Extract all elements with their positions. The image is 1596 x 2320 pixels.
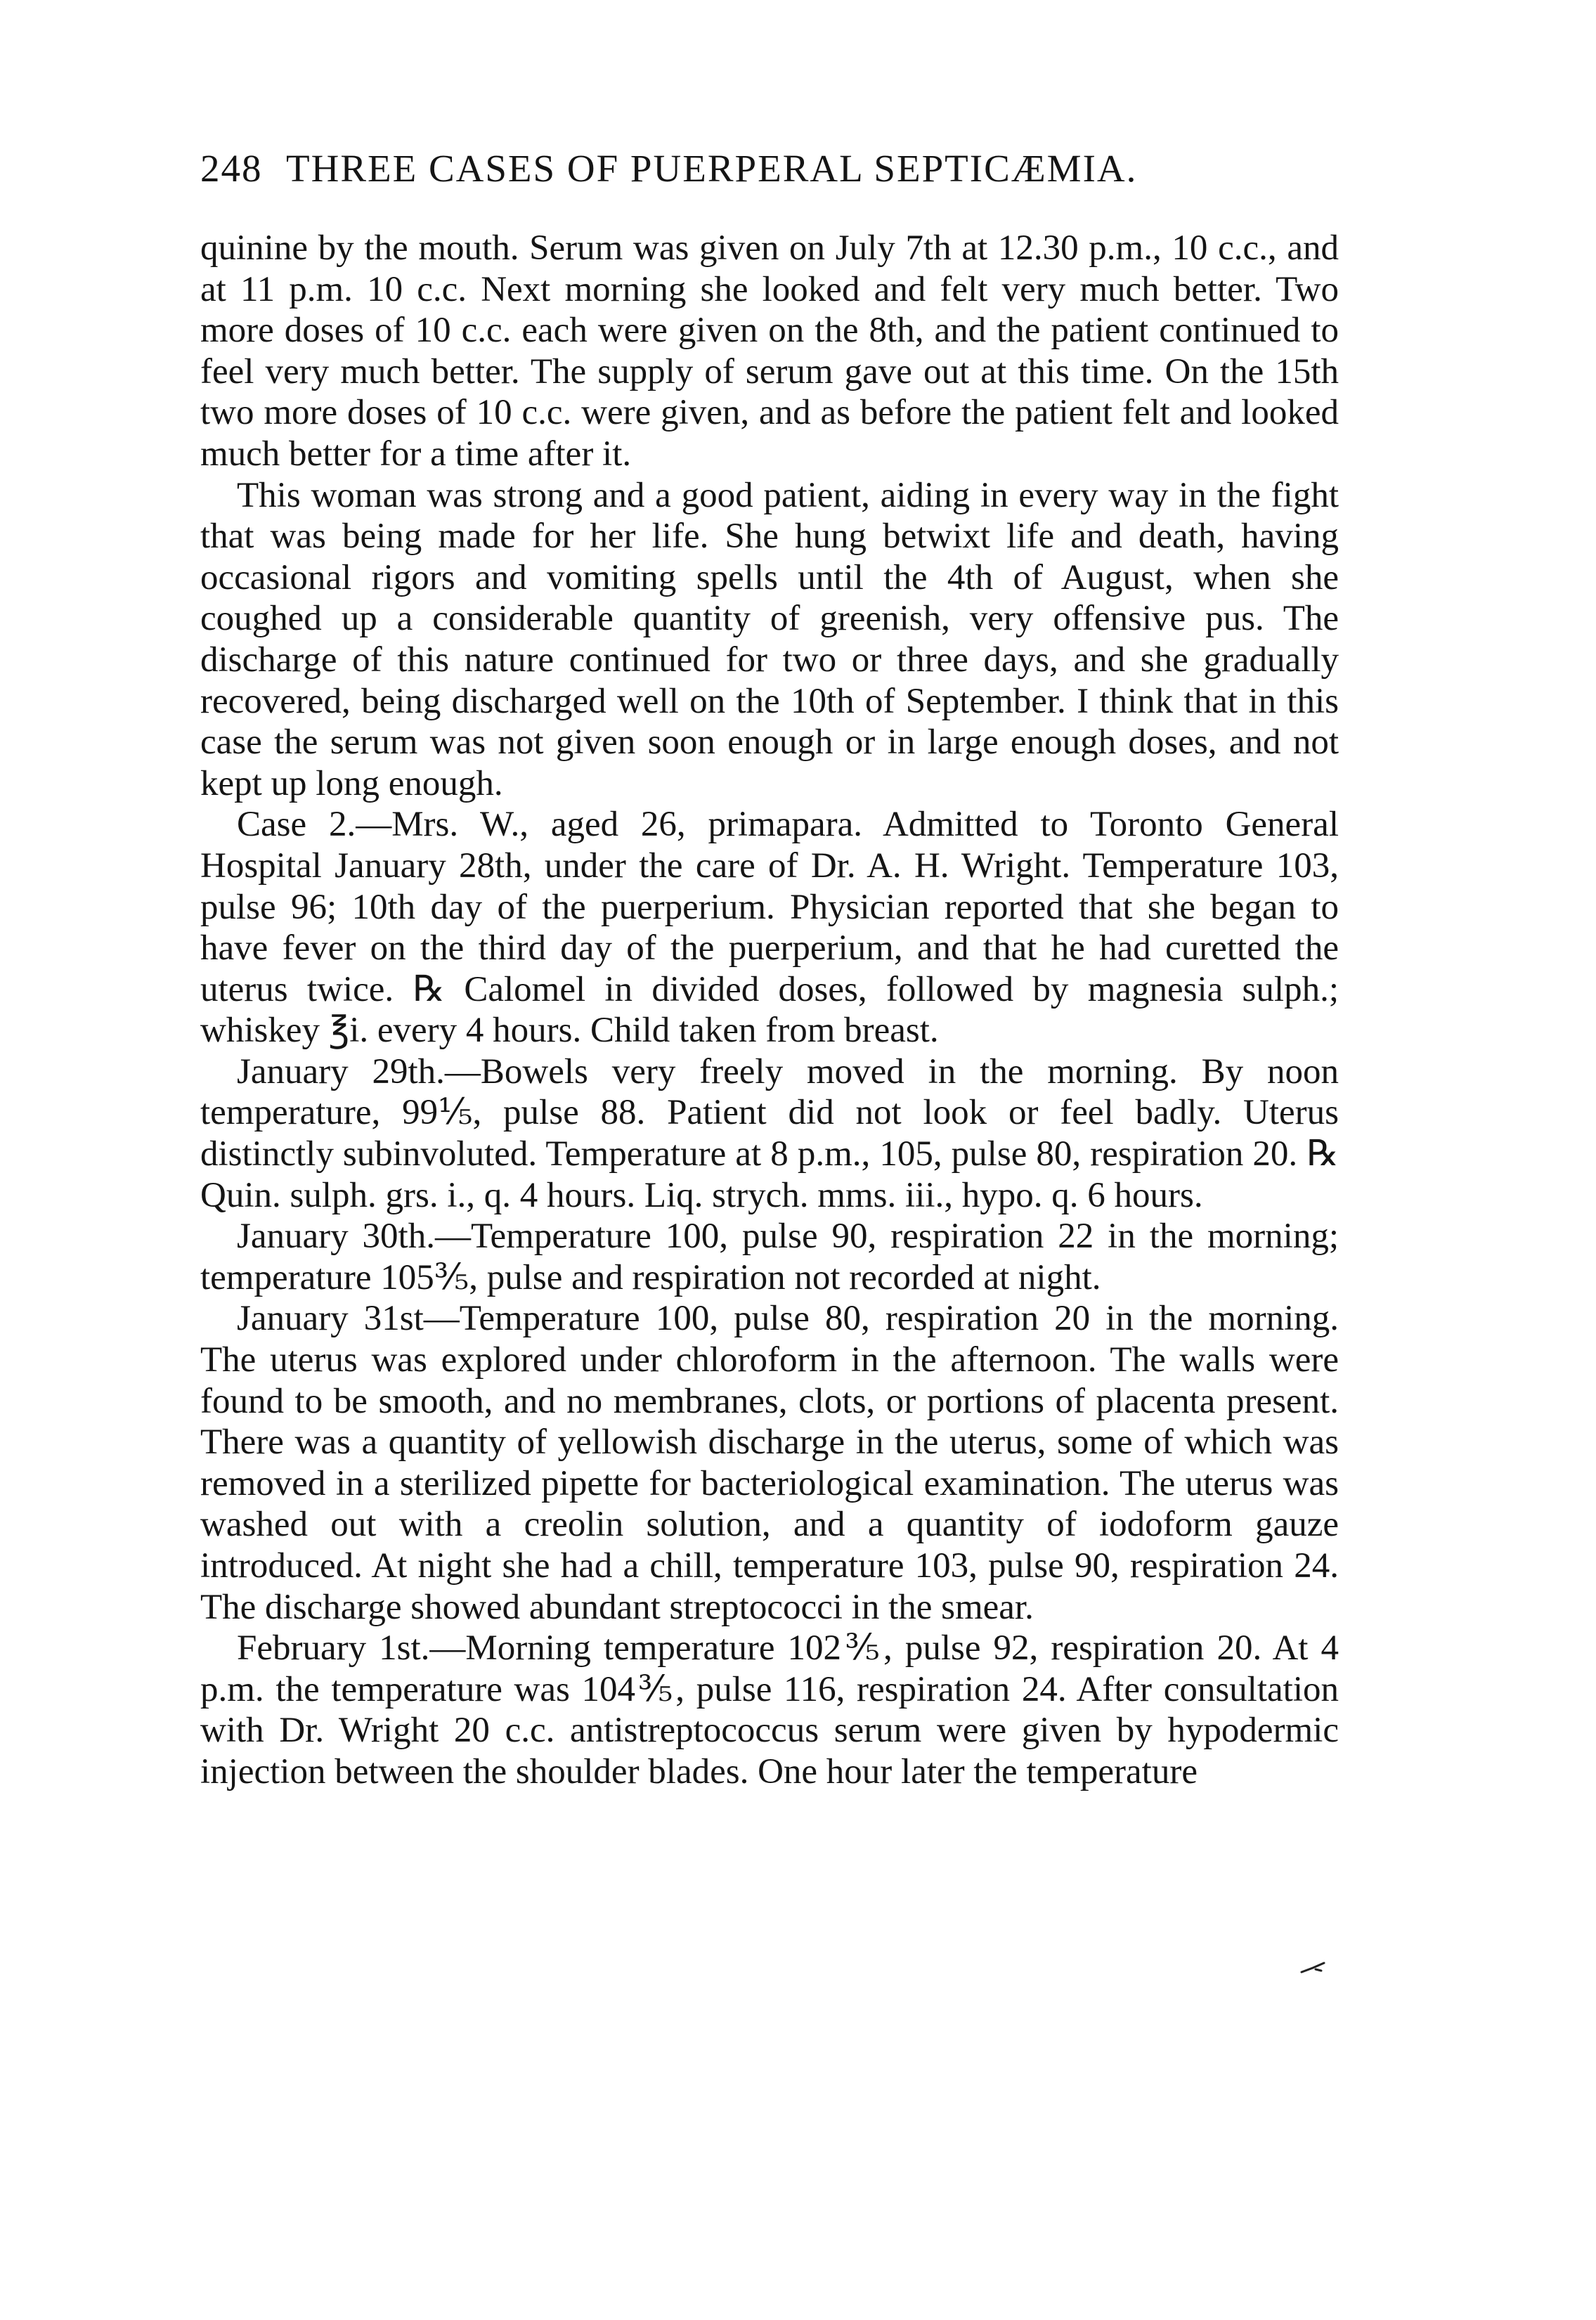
page-number: 248: [200, 147, 263, 190]
paragraph: This woman was strong and a good patient, aiding in every way in the fight that was being made for her life. She hung betwixt life and death, having occasional rigors and vomiting spells until the 4th of August, when she coughed up a considerable quantity of greenish, very offensive pus. The discharge of this nature continued for two or three days, and she gradually recovered, being discharged well on the 10th of September. I think that in this case the serum was not given soon enough or in large enough doses, and not kept up long enough.: [200, 475, 1339, 803]
paragraph-january-29: January 29th.—Bowels very freely moved in the morning. By noon temperature, 99⅕, pulse 88. Patient did not look or feel badly. Uterus distinctly subinvoluted. Temperature at 8 p.m., 105, pulse 80, respiration 20. ℞ Quin. sulph. grs. i., q. 4 hours. Liq. strych. mms. iii., hypo. q. 6 hours.: [200, 1051, 1339, 1215]
margin-mark-icon: [1300, 1961, 1325, 1975]
paragraph-continued: quinine by the mouth. Serum was given on July 7th at 12.30 p.m., 10 c.c., and at 11 p.m. 10 c.c. Next morning she looked and felt very much better. Two more doses of 10 c.c. each were given on the 8th, and the patient continued to feel very much better. The supply of serum gave out at this time. On the 15th two more doses of 10 c.c. were given, and as before the patient felt and looked much better for a time after it.: [200, 228, 1339, 474]
paragraph-case-2: Case 2.—Mrs. W., aged 26, primapara. Admitted to Toronto General Hospital January 28th, under the care of Dr. A. H. Wright. Temperature 103, pulse 96; 10th day of the puerperium. Physician reported that she began to have fever on the third day of the puerperium, and that he had curetted the uterus twice. ℞ Calomel in divided doses, followed by magnesia sulph.; whiskey ℥i. every 4 hours. Child taken from breast.: [200, 805, 1339, 1051]
body-text: [200, 228, 1339, 1793]
paragraph-february-1: February 1st.—Morning temperature 102⅗, pulse 92, respiration 20. At 4 p.m. the temperature was 104⅗, pulse 116, respiration 24. After consultation with Dr. Wright 20 c.c. antistreptococcus serum were given by hypodermic injection between the shoulder blades. One hour later the temperature: [200, 1628, 1339, 1791]
paragraph-january-30: January 30th.—Temperature 100, pulse 90, respiration 22 in the morning; temperature 105⅗, pulse and respiration not recorded at night.: [200, 1217, 1339, 1297]
paragraph-january-31: January 31st—Temperature 100, pulse 80, respiration 20 in the morning. The uterus was explored under chloroform in the afternoon. The walls were found to be smooth, and no membranes, clots, or portions of placenta present. There was a quantity of yellowish discharge in the uterus, some of which was removed in a sterilized pipette for bacteriological examination. The uterus was washed out with a creolin solution, and a quantity of iodoform gauze introduced. At night she had a chill, temperature 103, pulse 90, respiration 24. The discharge showed abundant streptococci in the smear.: [200, 1299, 1339, 1627]
running-head: [200, 149, 1339, 200]
document-page: [200, 149, 1339, 1793]
running-title: THREE CASES OF PUERPERAL SEPTICÆMIA.: [286, 147, 1138, 190]
